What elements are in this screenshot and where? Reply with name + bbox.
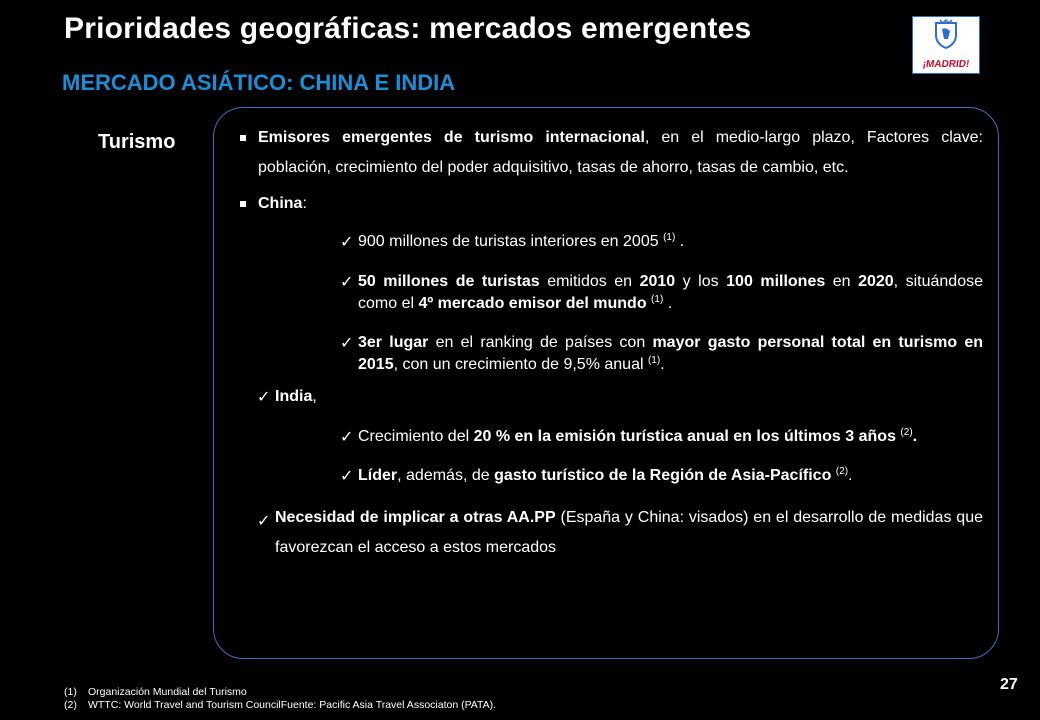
- section-label: Turismo: [98, 131, 176, 153]
- emphasis-text: China: [258, 195, 303, 212]
- checkmark-icon: ✓: [257, 511, 271, 530]
- emphasis-text: 2020: [858, 273, 894, 290]
- square-bullet-icon: [240, 201, 246, 207]
- body-text: ,: [312, 388, 317, 405]
- page-subtitle: MERCADO ASIÁTICO: CHINA E INDIA: [62, 70, 456, 95]
- footnotes: [64, 686, 496, 712]
- body-text: en el ranking de países con: [428, 334, 653, 351]
- list-item-china-1: [340, 231, 983, 253]
- checkmark-icon: ✓: [257, 387, 271, 406]
- list-item-india-1: [340, 426, 983, 448]
- body-text: , en el medio-largo plazo, Factores clave: población, crecimiento del poder adquisitivo, tasas de ahorro, tasas de cambio, etc.: [258, 129, 983, 176]
- footnote-number: (1): [64, 686, 77, 698]
- checkmark-icon: ✓: [340, 466, 354, 485]
- emphasis-text: Necesidad de implicar a otras AA.PP: [275, 509, 556, 526]
- footnote-ref: (2): [900, 427, 913, 438]
- body-text: .: [675, 233, 685, 250]
- emphasis-text: mayor gasto personal total en turismo en 2015: [358, 334, 984, 373]
- checkmark-icon: ✓: [340, 232, 354, 251]
- list-item-china: [240, 193, 983, 215]
- emphasis-text: India: [275, 388, 313, 405]
- list-item-india: [257, 386, 983, 408]
- emphasis-text: 100 millones: [726, 273, 826, 290]
- emphasis-text: Líder: [358, 467, 398, 484]
- body-text: .: [663, 295, 673, 312]
- footnote-ref: (1): [663, 232, 676, 243]
- madrid-crest-icon: [933, 19, 959, 49]
- body-text: .: [848, 467, 853, 484]
- emphasis-text: 3er lugar: [358, 334, 429, 351]
- emphasis-text: Emisores emergentes de turismo internacional: [258, 129, 645, 146]
- body-text: , con un crecimiento de 9,5% anual: [393, 356, 648, 373]
- footnote-ref: (1): [651, 294, 664, 305]
- footnote-text: WTTC: World Travel and Tourism CouncilFuente: Pacific Asia Travel Associaton (PATA).: [88, 699, 497, 711]
- content-list: [240, 123, 983, 563]
- body-text: (España y China: visados) en el desarrollo de medidas que favorezcan el acceso a estos mercados: [275, 509, 984, 556]
- body-text: y los: [675, 273, 727, 290]
- emphasis-text: gasto turístico de la Región de Asia-Pacífico: [494, 467, 832, 484]
- checkmark-icon: ✓: [340, 272, 354, 291]
- body-text: 900 millones de turistas interiores en 2005: [358, 233, 664, 250]
- footnote-ref: (2): [835, 466, 849, 477]
- body-text: , además, de: [397, 467, 495, 484]
- page-number: 27: [1000, 676, 1018, 693]
- body-text: :: [302, 195, 307, 212]
- list-item-china-2: [340, 271, 983, 315]
- list-item-india-2: [340, 465, 983, 487]
- emphasis-text: 20 % en la emisión turística anual en los últimos 3 años: [473, 428, 896, 445]
- list-item-china-3: [340, 332, 983, 376]
- madrid-logo: [912, 16, 980, 74]
- body-text: en: [825, 273, 859, 290]
- footnote-ref: (1): [647, 355, 661, 366]
- list-item-emisores: [240, 123, 983, 183]
- emphasis-text: 2010: [639, 273, 676, 290]
- footnote-number: (2): [64, 699, 77, 711]
- body-text: Crecimiento del: [358, 428, 474, 445]
- emphasis-text: 4º mercado emisor del mundo: [418, 295, 647, 312]
- body-text: .: [660, 356, 665, 373]
- checkmark-icon: ✓: [340, 333, 354, 352]
- body-text: emitidos en: [539, 273, 640, 290]
- emphasis-text: .: [912, 428, 918, 445]
- list-item-necesidad: [257, 503, 983, 563]
- body-text: , situándose como el: [358, 273, 983, 312]
- checkmark-icon: ✓: [340, 427, 354, 446]
- footnote: [64, 686, 496, 699]
- square-bullet-icon: [240, 135, 246, 141]
- footnote: [64, 699, 496, 712]
- page-title: Prioridades geográficas: mercados emergentes: [64, 12, 752, 45]
- madrid-logo-text: ¡MADRID!: [921, 59, 971, 70]
- emphasis-text: 50 millones de turistas: [358, 273, 540, 290]
- footnote-text: Organización Mundial del Turismo: [88, 686, 247, 698]
